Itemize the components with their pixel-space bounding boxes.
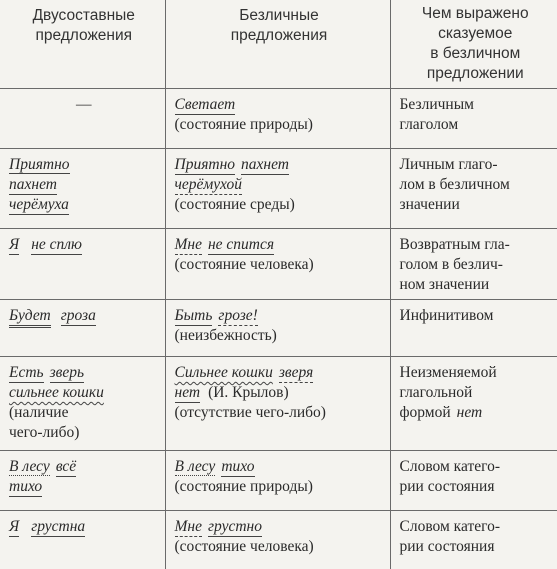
predicate-part: пахнет (9, 176, 57, 193)
table-row (0, 357, 557, 451)
header-pred-line3: в безличном (430, 45, 521, 62)
header-row (0, 0, 557, 89)
row3-col3 (390, 229, 557, 300)
row2-col2 (165, 149, 390, 229)
expression-line: глагольной (399, 384, 473, 401)
table-row (0, 300, 557, 357)
predicate: тихо (9, 478, 43, 495)
object: Мне (174, 518, 202, 535)
subject: всё (55, 458, 77, 475)
header-pred-line4: предложении (426, 65, 524, 82)
expression-line: голом в безлич- (399, 256, 503, 273)
row7-col3 (390, 511, 557, 569)
expression-line: ном значении (399, 276, 490, 293)
header-impersonal-line2: предложения (230, 27, 328, 44)
meaning-note: (неизбежность) (174, 327, 277, 344)
meaning-note: (состояние природы) (174, 116, 313, 133)
subject: Я (9, 518, 20, 535)
predicate: грустна (31, 518, 86, 535)
row6-col1 (0, 451, 165, 511)
row3-col2 (165, 229, 390, 300)
row6-col2 (165, 451, 390, 511)
adverbial: В лесу (9, 458, 50, 475)
row1-col3 (390, 89, 557, 149)
subject: гроза (60, 307, 96, 324)
table-row (0, 229, 557, 300)
attribute: сильнее кошки (9, 384, 104, 401)
expression-line: рии состояния (399, 478, 495, 495)
header-impersonal-line1: Безличные (239, 7, 319, 24)
row2-col1 (0, 149, 165, 229)
expression-line: Возвратным гла- (399, 236, 510, 253)
header-impersonal (165, 0, 390, 89)
row4-col1 (0, 300, 165, 357)
object: грозе! (218, 307, 258, 324)
row5-col1 (0, 357, 165, 451)
predicate: грустно (207, 518, 262, 535)
expression-line: рии состояния (399, 538, 495, 555)
row4-col3 (390, 300, 557, 357)
expression-line: глаголом (399, 116, 459, 133)
expression-line: Личным глаго- (399, 156, 498, 173)
table-row (0, 451, 557, 511)
row5-col3 (390, 357, 557, 451)
predicate: не спится (207, 236, 275, 253)
header-two-part-line2: предложения (35, 27, 133, 44)
meaning-note: (наличие (9, 404, 69, 421)
row2-col3 (390, 149, 557, 229)
expression-line: Безличным (399, 96, 474, 113)
object: зверя (278, 364, 314, 381)
expression-line: Словом катего- (399, 458, 500, 475)
row1-col1 (0, 89, 165, 149)
expression-line: значении (399, 196, 460, 213)
predicate: не сплю (31, 236, 82, 253)
meaning-note: (отсутствие чего-либо) (174, 404, 326, 421)
row3-col1 (0, 229, 165, 300)
expression-line: Неизменяемой (399, 364, 497, 381)
meaning-note: (состояние человека) (174, 256, 314, 273)
meaning-note: (состояние природы) (174, 478, 313, 495)
predicate: Светает (174, 96, 236, 113)
predicate: нет (174, 384, 201, 401)
author-attribution: (И. Крылов) (208, 384, 289, 401)
attribute: Сильнее кошки (174, 364, 273, 381)
meaning-note: (состояние среды) (174, 196, 295, 213)
subject: Я (9, 236, 20, 253)
expression-line: Словом катего- (399, 518, 500, 535)
expression-word: нет (456, 404, 483, 421)
table-row (0, 149, 557, 229)
row1-col2 (165, 89, 390, 149)
header-two-part-line1: Двусоставные (32, 7, 135, 24)
row6-col3 (390, 451, 557, 511)
meaning-note: чего-либо) (9, 424, 80, 441)
header-predicate-expression (390, 0, 557, 89)
row4-col2 (165, 300, 390, 357)
predicate-part: Приятно (9, 156, 70, 173)
expression-line: лом в безличном (399, 176, 510, 193)
predicate: Будет (9, 307, 51, 328)
expression-line: формой (399, 404, 451, 421)
meaning-note: (состояние человека) (174, 538, 314, 555)
row5-col2 (165, 357, 390, 451)
predicate: Быть (174, 307, 213, 324)
row7-col2 (165, 511, 390, 569)
table-row (0, 89, 557, 149)
header-pred-line2: сказуемое (438, 25, 513, 42)
predicate: тихо (221, 458, 255, 475)
subject: зверь (49, 364, 85, 381)
object: Мне (174, 236, 202, 253)
predicate-part: пахнет (241, 156, 289, 173)
predicate-part: Приятно (174, 156, 236, 173)
row7-col1 (0, 511, 165, 569)
adverbial: В лесу (174, 458, 216, 475)
expression-line: Инфинитивом (399, 307, 494, 324)
header-pred-line1: Чем выражено (421, 5, 529, 22)
object: черёмухой (174, 176, 242, 193)
header-two-part (0, 0, 165, 89)
table-row (0, 511, 557, 569)
subject: черёмуха (9, 196, 69, 213)
empty-dash: — (76, 96, 92, 113)
predicate: Есть (9, 364, 44, 381)
